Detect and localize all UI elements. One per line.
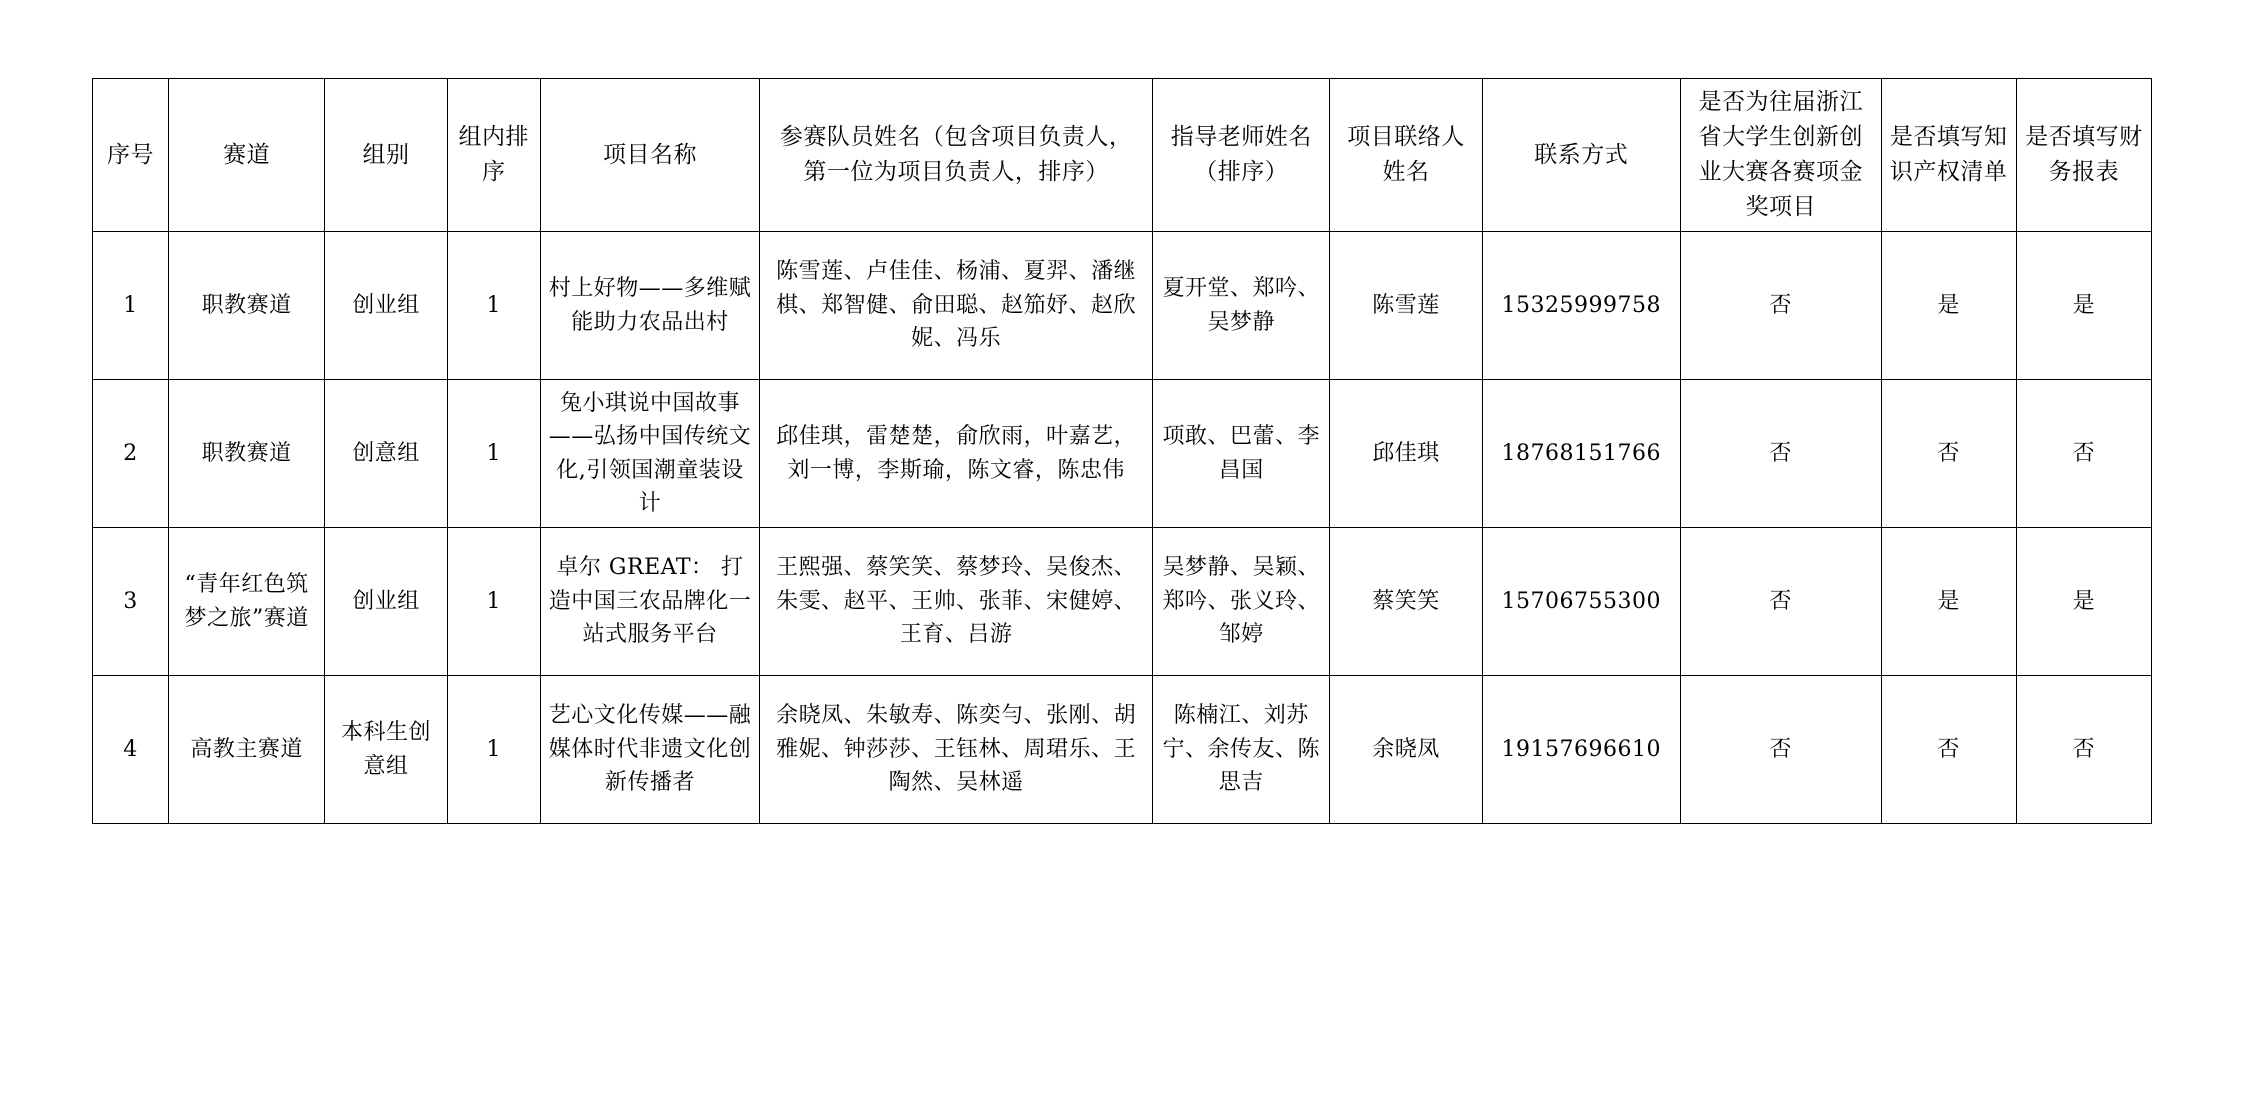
cell-order: 1 bbox=[447, 528, 540, 676]
cell-group: 创业组 bbox=[325, 528, 447, 676]
cell-financial-report: 否 bbox=[2016, 380, 2151, 528]
cell-order: 1 bbox=[447, 676, 540, 824]
cell-track: 职教赛道 bbox=[169, 380, 325, 528]
cell-ip-list: 否 bbox=[1881, 380, 2016, 528]
table-row bbox=[93, 676, 2152, 824]
cell-order: 1 bbox=[447, 232, 540, 380]
cell-members: 余晓凤、朱敏寿、陈奕勻、张刚、胡雅妮、钟莎莎、王钰林、周珺乐、王陶然、吴林遥 bbox=[760, 676, 1153, 824]
column-header-group: 组别 bbox=[325, 79, 447, 232]
cell-phone: 19157696610 bbox=[1482, 676, 1681, 824]
cell-members: 王熙强、蔡笑笑、蔡梦玲、吴俊杰、朱雯、赵平、王帅、张菲、宋健婷、王育、吕游 bbox=[760, 528, 1153, 676]
column-header-ip-list: 是否填写知识产权清单 bbox=[1881, 79, 2016, 232]
cell-contact: 邱佳琪 bbox=[1330, 380, 1482, 528]
column-header-contact: 项目联络人姓名 bbox=[1330, 79, 1482, 232]
table-row bbox=[93, 380, 2152, 528]
cell-teachers: 项敢、巴蕾、李昌国 bbox=[1153, 380, 1330, 528]
cell-gold-award: 否 bbox=[1681, 528, 1882, 676]
cell-members: 陈雪莲、卢佳佳、杨浦、夏羿、潘继棋、郑智健、俞田聪、赵笳妤、赵欣妮、冯乐 bbox=[760, 232, 1153, 380]
cell-financial-report: 否 bbox=[2016, 676, 2151, 824]
cell-contact: 蔡笑笑 bbox=[1330, 528, 1482, 676]
cell-group: 本科生创意组 bbox=[325, 676, 447, 824]
cell-order: 1 bbox=[447, 380, 540, 528]
cell-members: 邱佳琪，雷楚楚，俞欣雨，叶嘉艺，刘一博，李斯瑜，陈文睿，陈忠伟 bbox=[760, 380, 1153, 528]
cell-ip-list: 是 bbox=[1881, 232, 2016, 380]
cell-financial-report: 是 bbox=[2016, 528, 2151, 676]
applicants-table bbox=[92, 78, 2152, 824]
cell-ip-list: 否 bbox=[1881, 676, 2016, 824]
cell-group: 创意组 bbox=[325, 380, 447, 528]
cell-track: “青年红色筑梦之旅”赛道 bbox=[169, 528, 325, 676]
cell-index: 3 bbox=[93, 528, 169, 676]
column-header-gold-award: 是否为往届浙江省大学生创新创业大赛各赛项金奖项目 bbox=[1681, 79, 1882, 232]
cell-phone: 18768151766 bbox=[1482, 380, 1681, 528]
table-row bbox=[93, 232, 2152, 380]
cell-gold-award: 否 bbox=[1681, 232, 1882, 380]
cell-track: 高教主赛道 bbox=[169, 676, 325, 824]
cell-teachers: 陈楠江、刘苏宁、余传友、陈思吉 bbox=[1153, 676, 1330, 824]
column-header-phone: 联系方式 bbox=[1482, 79, 1681, 232]
column-header-project: 项目名称 bbox=[540, 79, 760, 232]
cell-index: 2 bbox=[93, 380, 169, 528]
cell-contact: 余晓凤 bbox=[1330, 676, 1482, 824]
column-header-teachers: 指导老师姓名（排序） bbox=[1153, 79, 1330, 232]
cell-project: 兔小琪说中国故事——弘扬中国传统文化,引领国潮童装设计 bbox=[540, 380, 760, 528]
cell-financial-report: 是 bbox=[2016, 232, 2151, 380]
cell-project: 卓尔 GREAT： 打造中国三农品牌化一站式服务平台 bbox=[540, 528, 760, 676]
cell-phone: 15325999758 bbox=[1482, 232, 1681, 380]
column-header-track: 赛道 bbox=[169, 79, 325, 232]
cell-phone: 15706755300 bbox=[1482, 528, 1681, 676]
column-header-members: 参赛队员姓名（包含项目负责人，第一位为项目负责人，排序） bbox=[760, 79, 1153, 232]
cell-track: 职教赛道 bbox=[169, 232, 325, 380]
column-header-financial-report: 是否填写财务报表 bbox=[2016, 79, 2151, 232]
cell-project: 村上好物——多维赋能助力农品出村 bbox=[540, 232, 760, 380]
cell-teachers: 夏开堂、郑吟、吴梦静 bbox=[1153, 232, 1330, 380]
cell-contact: 陈雪莲 bbox=[1330, 232, 1482, 380]
cell-project: 艺心文化传媒——融媒体时代非遗文化创新传播者 bbox=[540, 676, 760, 824]
table-row bbox=[93, 528, 2152, 676]
cell-gold-award: 否 bbox=[1681, 380, 1882, 528]
column-header-order: 组内排序 bbox=[447, 79, 540, 232]
cell-ip-list: 是 bbox=[1881, 528, 2016, 676]
table-header-row bbox=[93, 79, 2152, 232]
cell-index: 4 bbox=[93, 676, 169, 824]
cell-gold-award: 否 bbox=[1681, 676, 1882, 824]
cell-index: 1 bbox=[93, 232, 169, 380]
cell-group: 创业组 bbox=[325, 232, 447, 380]
cell-teachers: 吴梦静、吴颖、郑吟、张义玲、邹婷 bbox=[1153, 528, 1330, 676]
column-header-index: 序号 bbox=[93, 79, 169, 232]
